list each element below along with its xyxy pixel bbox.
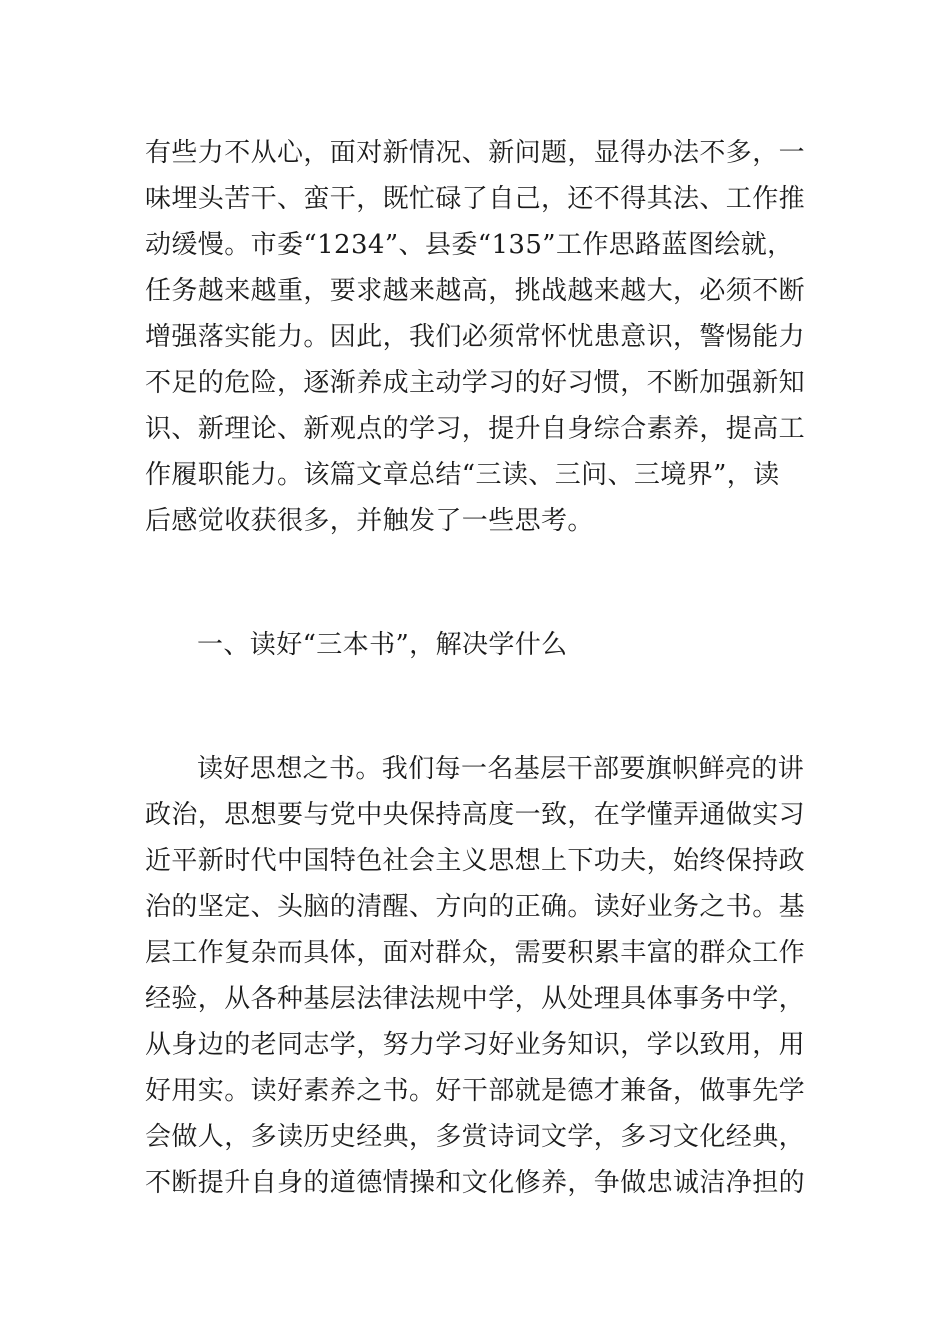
text-line: 有些力不从心，面对新情况、新问题，显得办法不多，一 xyxy=(145,138,806,168)
text-line: 不断提升自身的道德情操和文化修养，争做忠诚洁净担的 xyxy=(145,1168,806,1198)
text-line: 好用实。读好素养之书。好干部就是德才兼备，做事先学 xyxy=(145,1076,806,1106)
text-line: 作履职能力。该篇文章总结“三读、三问、三境界”，读 xyxy=(145,460,780,490)
text-line: 经验，从各种基层法律法规中学，从处理具体事务中学， xyxy=(145,984,806,1014)
text-line: 近平新时代中国特色社会主义思想上下功夫，始终保持政 xyxy=(145,846,806,876)
text-line: 后感觉收获很多，并触发了一些思考。 xyxy=(145,506,594,536)
text-line: 增强落实能力。因此，我们必须常怀忧患意识，警惕能力 xyxy=(145,322,806,352)
text-line: 动缓慢。市委“1234”、县委“135”工作思路蓝图绘就， xyxy=(145,230,794,260)
text-line: 政治，思想要与党中央保持高度一致，在学懂弄通做实习 xyxy=(145,800,806,830)
text-line: 层工作复杂而具体，面对群众，需要积累丰富的群众工作 xyxy=(145,938,806,968)
text-line: 读好思想之书。我们每一名基层干部要旗帜鲜亮的讲 xyxy=(197,754,805,784)
text-line: 味埋头苦干、蛮干，既忙碌了自己，还不得其法、工作推 xyxy=(145,184,806,214)
section-heading: 一、读好“三本书”，解决学什么 xyxy=(197,630,568,660)
text-line: 会做人，多读历史经典，多赏诗词文学，多习文化经典， xyxy=(145,1122,806,1152)
text-line: 从身边的老同志学，努力学习好业务知识，学以致用，用 xyxy=(145,1030,806,1060)
text-line: 识、新理论、新观点的学习，提升自身综合素养，提高工 xyxy=(145,414,806,444)
text-line: 不足的危险，逐渐养成主动学习的好习惯，不断加强新知 xyxy=(145,368,806,398)
text-line: 任务越来越重，要求越来越高，挑战越来越大，必须不断 xyxy=(145,276,806,306)
text-line: 治的坚定、头脑的清醒、方向的正确。读好业务之书。基 xyxy=(145,892,806,922)
